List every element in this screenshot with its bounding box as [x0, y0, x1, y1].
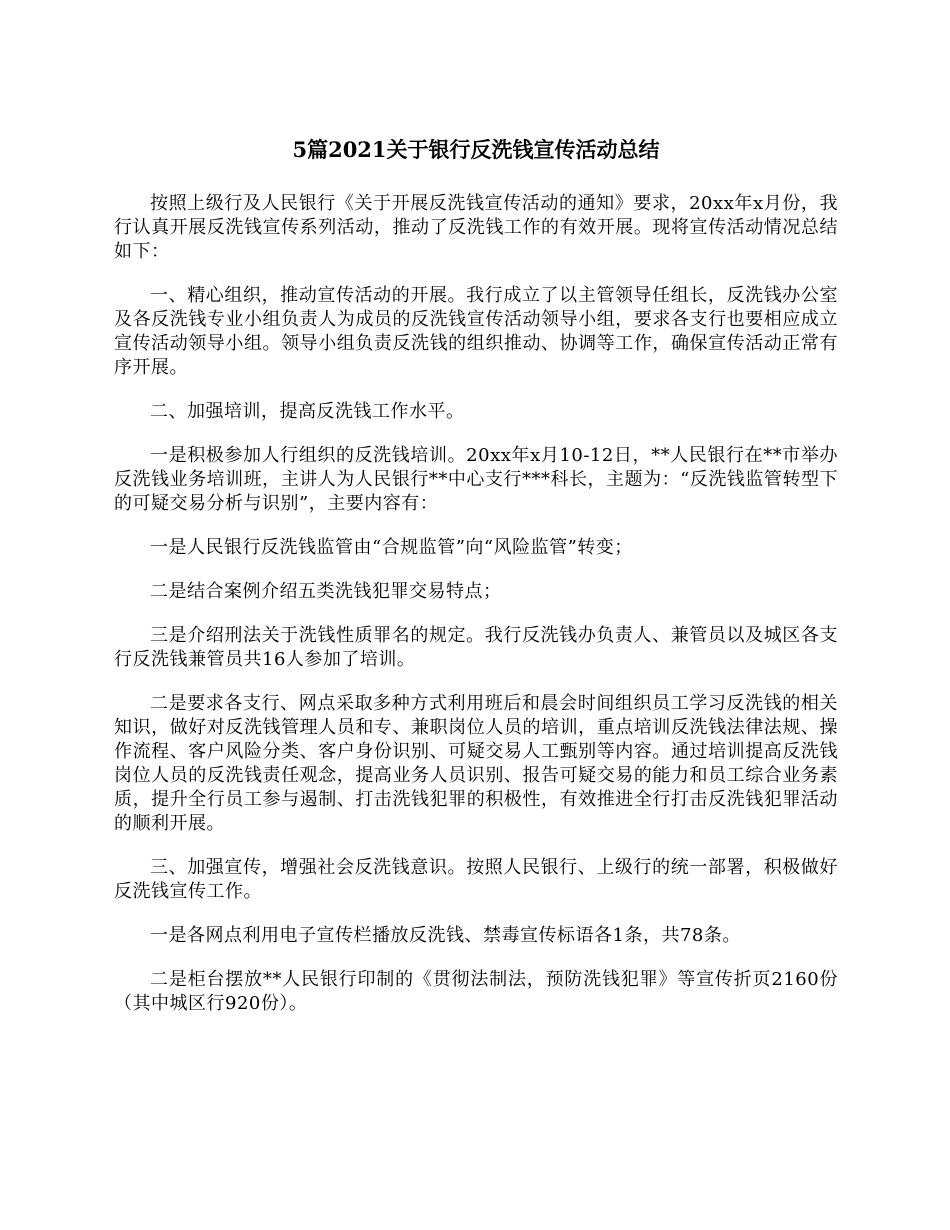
paragraph-training-point-3: 三是介绍刑法关于洗钱性质罪名的规定。我行反洗钱办负责人、兼管员以及城区各支行反洗钱兼管员共16人参加了培训。 [114, 625, 838, 670]
paragraph-publicity-1: 一是各网点利用电子宣传栏播放反洗钱、禁毒宣传标语各1条，共78条。 [150, 925, 741, 946]
document-title: 5篇2021关于银行反洗钱宣传活动总结 [292, 137, 660, 162]
paragraph-training-1: 一是积极参加人行组织的反洗钱培训。20xx年x月10-12日，**人民银行在**市举办反洗钱业务培训班，主讲人为人民银行**中心支行***科长，主题为：“反洗钱监管转型下的可疑交易分析与识别”，主要内容有： [114, 445, 838, 514]
paragraph-section-3: 三、加强宣传，增强社会反洗钱意识。按照人民银行、上级行的统一部署，积极做好反洗钱宣传工作。 [114, 857, 838, 902]
paragraph-intro: 按照上级行及人民银行《关于开展反洗钱宣传活动的通知》要求，20xx年x月份，我行认真开展反洗钱宣传系列活动，推动了反洗钱工作的有效开展。现将宣传活动情况总结如下： [114, 193, 838, 262]
paragraph-training-2: 二是要求各支行、网点采取多种方式利用班后和晨会时间组织员工学习反洗钱的相关知识，做好对反洗钱管理人员和专、兼职岗位人员的培训，重点培训反洗钱法律法规、操作流程、客户风险分类、客户身份识别、可疑交易人工甄别等内容。通过培训提高反洗钱岗位人员的反洗钱责任观念，提高业务人员识别、报告可疑交易的能力和员工综合业务素质，提升全行员工参与遏制、打击洗钱犯罪的积极性，有效推进全行打击反洗钱犯罪活动的顺利开展。 [114, 693, 838, 834]
document-page [114, 136, 838, 1036]
paragraph-section-2-heading: 二、加强培训，提高反洗钱工作水平。 [150, 401, 465, 422]
paragraph-training-point-2: 二是结合案例介绍五类洗钱犯罪交易特点； [150, 581, 502, 602]
paragraph-publicity-2: 二是柜台摆放**人民银行印制的《贯彻法制法，预防洗钱犯罪》等宣传折页2160份（其中城区行920份）。 [114, 969, 838, 1014]
paragraph-section-1: 一、精心组织，推动宣传活动的开展。我行成立了以主管领导任组长，反洗钱办公室及各反洗钱专业小组负责人为成员的反洗钱宣传活动领导小组，要求各支行也要相应成立宣传活动领导小组。领导小组负责反洗钱的组织推动、协调等工作，确保宣传活动正常有序开展。 [114, 285, 838, 378]
paragraph-training-point-1: 一是人民银行反洗钱监管由“合规监管”向“风险监管”转变； [150, 537, 633, 558]
